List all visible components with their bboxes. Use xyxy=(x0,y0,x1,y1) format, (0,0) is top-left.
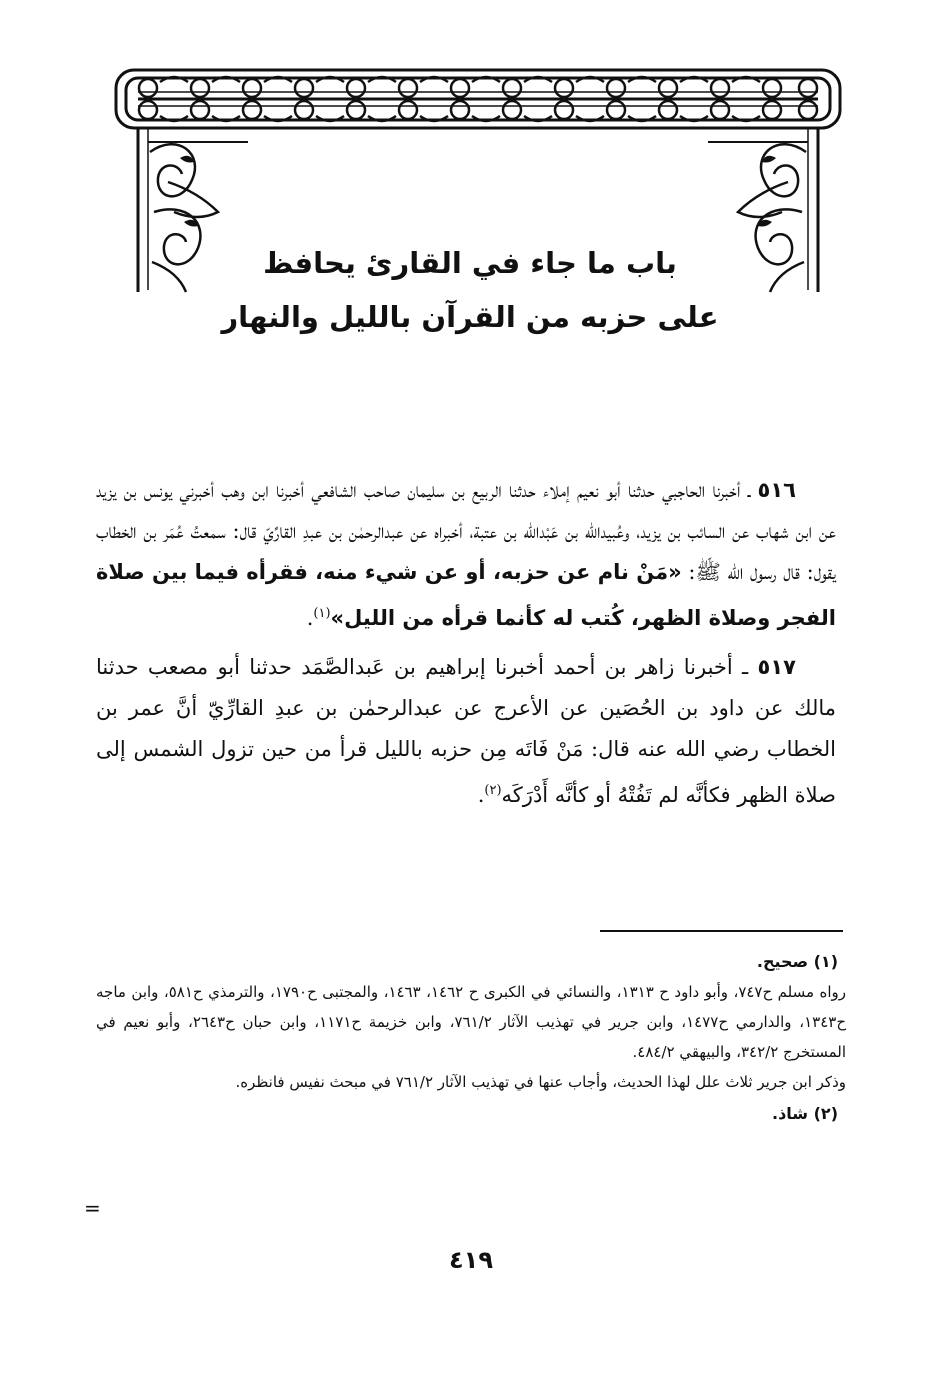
footnote-ref: (١) xyxy=(313,606,331,621)
chapter-title xyxy=(200,236,740,344)
footnote-label: (٢) شاذ. xyxy=(772,1104,838,1123)
footnote-text: وذكر ابن جرير ثلاث علل لهذا الحديث، وأجاب عنها في تهذيب الآثار ٧٦١/٢ في مبحث نفيس فانظره. xyxy=(235,1073,846,1091)
hadith-end: . xyxy=(306,606,314,630)
footnotes xyxy=(96,947,846,1131)
continuation-mark: = xyxy=(84,1196,101,1220)
footnote-2 xyxy=(96,1099,846,1129)
hadith-516 xyxy=(96,470,836,639)
hadith-number: ٥١٦ xyxy=(757,478,796,502)
footnote-separator xyxy=(600,930,843,932)
page-number: ٤١٩ xyxy=(449,1246,493,1274)
hadith-517 xyxy=(96,647,836,816)
hadith-text: ـ أخبرنا الحاجبي حدثنا أبو نعيم إملاء حدثنا الربيع بن سليمان صاحب الشافعي أخبرنا ابن وهب أخبرني يونس بن يزيد عن ابن شهاب عن السائب بن يزيد، وعُبيدالله بن عَبْدالله بن عتبة، أخبراه عن عبدالرحمٰن بن عبدِ القارِّيّ قال: سمعتُ عُمَر بن الخطاب يقول: قال رسول الله ﷺ: xyxy=(96,478,836,584)
footnote-text: رواه مسلم ح٧٤٧، وأبو داود ح ١٣١٣، والنسائي في الكبرى ح ١٤٦٢، ١٤٦٣، والمجتبى ح١٧٩٠، والترمذي ح٥٨١، وابن ماجه ح١٣٤٣، والدارمي ح١٤٧٧، وابن جرير في تهذيب الآثار ٧٦١/٢، وابن خزيمة ح١١٧١، وابن حبان ح٢٦٤٣، وأبو نعيم في المستخرج ٣٤٢/٢، والبيهقي ٤٨٤/٢. xyxy=(96,983,847,1061)
chapter-title-line-1: باب ما جاء في القارئ يحافظ xyxy=(263,246,677,280)
footnote-1 xyxy=(96,947,846,1097)
main-text xyxy=(96,470,836,824)
hadith-end: . xyxy=(477,783,485,807)
footnote-label: (١) صحيح. xyxy=(756,952,838,971)
hadith-text: ـ أخبرنا زاهر بن أحمد أخبرنا إبراهيم بن عَبدالصَّمَد حدثنا أبو مصعب حدثنا مالك عن داود بن الحُصَين عن الأعرج عن عبدالرحمٰن بن عبدِ القارِّيّ أنَّ عمر بن الخطاب رضي الله عنه قال: مَنْ فَاتَه مِن حزبه بالليل قرأ من حين تزول الشمس إلى صلاة الظهر فكأنَّه لم تَفُتْهُ أو كأنَّه أَدْرَكَه xyxy=(96,655,836,807)
hadith-quote: «مَنْ نام عن حزبه، أو عن شيء منه، فقرأه فيما بين صلاة الفجر وصلاة الظهر، كُتب له كأنما قرأه من الليل» xyxy=(96,560,836,630)
hadith-number: ٥١٧ xyxy=(757,655,796,679)
chapter-title-line-2: على حزبه من القرآن بالليل والنهار xyxy=(221,300,719,334)
footnote-ref: (٢) xyxy=(484,783,502,798)
